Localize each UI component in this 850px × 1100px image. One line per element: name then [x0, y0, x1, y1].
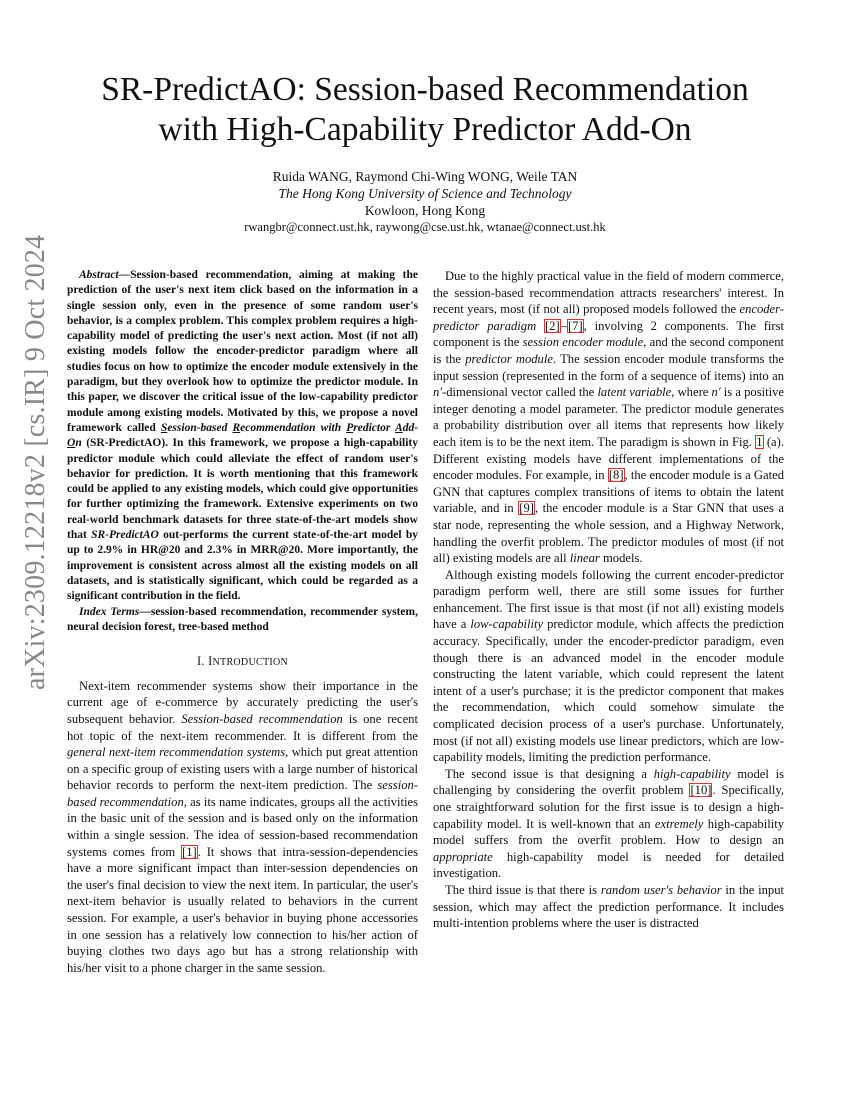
text-run: session encoder module [522, 335, 644, 350]
text-run: , as its name indicates, groups all the activities in the basic unit of the session and is based only on the information within a single session. The idea of session-based recommendation systems comes from [67, 794, 419, 859]
text-run: A [395, 421, 403, 434]
text-run: Although existing models following the current encoder-predictor paradigm perform well, there are still some issues for further enhancement. The first issue is that most (if not all) existing models have a [433, 567, 784, 632]
text-run: out-performs the current state-of-the-art model by up to 2.9% in HR@20 and 2.3% in MRR@20. More importantly, the improvement is consistent across almost all the existing models on all datasets, and is statistically significant, which could be regarded as a significant contribution in the field. [67, 529, 418, 603]
text-run: predictor module, which affects the prediction accuracy. Specifically, under the encoder-predictor paradigm, even though there is an advanced model in the encoder module constructing the latent variable, which could represent the latent intent of a user's purchase; it is the predictor component that makes the recommendation, which could somehow simulate the complicated decision process of a user's purchase. Unfortunately, most (if not all) existing models use linear predictors, which are low-capability models, limiting the prediction performance. [433, 617, 784, 765]
text-run: . Specifically, one straightforward solution for the first issue is to design a high-capability model. It is well-known that an [433, 783, 784, 831]
text-run: high-capability model suffers from the overfit problem. How to design an [433, 816, 785, 848]
text-run: The third issue is that there is [445, 882, 601, 897]
text-run: high-capability model is needed for detailed investigation. [433, 849, 784, 881]
text-run: —session-based recommendation, recommender system, neural decision forest, tree-based method [67, 605, 418, 633]
text-run: SR-PredictAO [91, 529, 159, 542]
citation-link[interactable]: [9] [519, 501, 534, 516]
arxiv-identifier: arXiv:2309.12218v2 [cs.IR] 9 Oct 2024 [20, 234, 51, 690]
text-run: Due to the highly practical value in the field of modern commerce, the session-based recommendation attracts researchers' interest. In recent years, most (if not all) proposed models followed the [433, 269, 784, 317]
text-run: n′ [711, 385, 721, 400]
text-run: general next-item recommendation systems [67, 745, 286, 760]
text-run: Index Terms [79, 605, 140, 618]
text-run: , the encoder module is a Star GNN that uses a star node, representing the whole session, and a Highway Network, handling the overfit problem. The predictor modules of most (if not all) existing models are all [433, 501, 784, 566]
text-run: , the encoder module is a Gated GNN that captures complex transitions of items to obtain the latent variable, and in [433, 468, 784, 516]
section-title-rest: NTRODUCTION [212, 657, 289, 669]
citation-link[interactable]: 1 [756, 434, 763, 449]
text-run: redictor [353, 421, 396, 434]
text-run: , which put great attention on a specific group of existing users with a large number of historical behavior records to perform the next-item prediction. The [67, 745, 418, 793]
citation-link[interactable]: [8] [608, 468, 624, 483]
author-emails: rwangbr@connect.ust.hk, raywong@cse.ust.hk, wtanae@connect.ust.hk [244, 220, 606, 234]
section-title-initial: I [208, 654, 213, 669]
index-terms [67, 605, 418, 636]
affiliation: The Hong Kong University of Science and Technology [278, 186, 572, 201]
text-run: P [346, 421, 354, 434]
text-run: high-capability [653, 766, 731, 781]
paragraph [67, 678, 418, 977]
text-run: Session-based recommendation [181, 711, 343, 726]
right-column [433, 268, 784, 932]
text-run: O [67, 437, 76, 450]
section-number: I. [196, 654, 209, 669]
text-run: is one recent hot topic of the next-item recommender. It is different from the [67, 711, 418, 743]
text-run: is a positive integer denoting a model parameter. The predictor module generates a probability distribution over all items that represents how likely each item is to be the next item. The paradigm is shown in Fig. [433, 385, 784, 449]
text-run: , where [671, 385, 712, 400]
text-run: dd- [402, 421, 419, 434]
text-run: ession-based [167, 421, 233, 434]
citation-link[interactable]: [10] [690, 783, 712, 798]
text-run: random user's behavior [600, 882, 722, 897]
paper-title [0, 70, 850, 150]
text-run: (a). Different existing models have different implementations of the encoder modules. For example, in [433, 434, 784, 483]
text-run: , involving 2 components. The first component is the [433, 318, 784, 350]
text-run: predictor module [465, 351, 553, 366]
text-run: – [560, 318, 567, 333]
author-block [0, 168, 850, 236]
text-run: S [160, 421, 168, 434]
title-line-1: SR-PredictAO: Session-based Recommendation [101, 71, 749, 108]
text-run [536, 319, 544, 333]
text-run: encoder-predictor paradigm [433, 302, 784, 333]
text-run: . It shows that intra-session-dependencies have a more significant impact than inter-session dependencies on the user's final decision to view the next item. In particular, the user's next-item behavior is usually related to behaviors in the current session. For example, a user's behavior in buying phone accessories in one session has a relatively low connection to his/her action of buying clothes two days ago but has a strong relationship with his/her visit to a phone charger in the same session. [67, 844, 419, 975]
paragraph [433, 268, 784, 567]
text-run: in the input session, which may affect the prediction performance. It includes multi-intention problems where the user is distracted [433, 882, 784, 931]
text-run: appropriate [433, 849, 493, 864]
title-line-2: with High-Capability Predictor Add-On [158, 111, 692, 148]
intro-left-body [67, 678, 418, 977]
paragraph [433, 567, 784, 766]
citation-link[interactable]: [1] [182, 844, 197, 859]
text-run: latent variable [597, 385, 672, 400]
author-names: Ruida WANG, Raymond Chi-Wing WONG, Weile TAN [272, 169, 578, 184]
text-run: n [75, 437, 82, 450]
paragraph [433, 766, 784, 882]
intro-right-body [433, 268, 784, 932]
citation-link[interactable]: [7] [567, 318, 583, 333]
left-column [67, 268, 418, 976]
text-run: —Session-based recommendation, aiming at making the prediction of the user's next item click based on the information in a single session only, even in the presence of some random user's behavior, is a complex problem. This complex problem requires a high-capability model of predicting the user's next action. Most (if not all) existing models follow the encoder-predictor paradigm where all studies focus on how to optimize the encoder module extensively in the paradigm, but they overlook how to optimize the predictor module. In this paper, we discover the critical issue of the low-capability predictor module among existing models. Motivated by this, we propose a novel framework called [67, 269, 418, 434]
text-run: The second issue is that designing a [445, 766, 654, 781]
abstract [67, 268, 418, 605]
text-run: -dimensional vector called the [442, 385, 598, 400]
text-run: . The session encoder module transforms the input session (represented in the form of a sequence of items) into an [433, 351, 785, 383]
text-run: n′ [433, 385, 443, 400]
section-heading [67, 653, 418, 672]
text-run: ecommendation with [240, 421, 347, 434]
paragraph [433, 882, 784, 932]
text-run: models. [599, 551, 643, 566]
text-run: (SR-PredictAO). In this framework, we propose a high-capability predictor module which could alleviate the effect of random user's behavior for prediction. It is worth mentioning that this framework could be applied to any existing models, which could give opportunities for further optimizing the framework. Extensive experiments on two real-world benchmark datasets for three state-of-the-art models show that [67, 437, 418, 542]
text-run: Next-item recommender systems show their importance in the current age of e-commerce by accurately predicting the user's subsequent behavior. [67, 678, 418, 726]
text-run: model is challenging by considering the overfit problem [433, 766, 784, 798]
text-run: R [232, 421, 241, 434]
text-run: Abstract [79, 269, 119, 281]
citation-link[interactable]: [2] [544, 318, 560, 333]
text-run: extremely [654, 816, 704, 831]
abstract-text [67, 268, 418, 605]
location: Kowloon, Hong Kong [364, 203, 486, 218]
text-run: , and the second component is the [433, 335, 784, 366]
text-run: low-capability [470, 617, 544, 632]
text-run: linear [569, 551, 600, 566]
text-run: session-based recommendation [67, 778, 418, 809]
